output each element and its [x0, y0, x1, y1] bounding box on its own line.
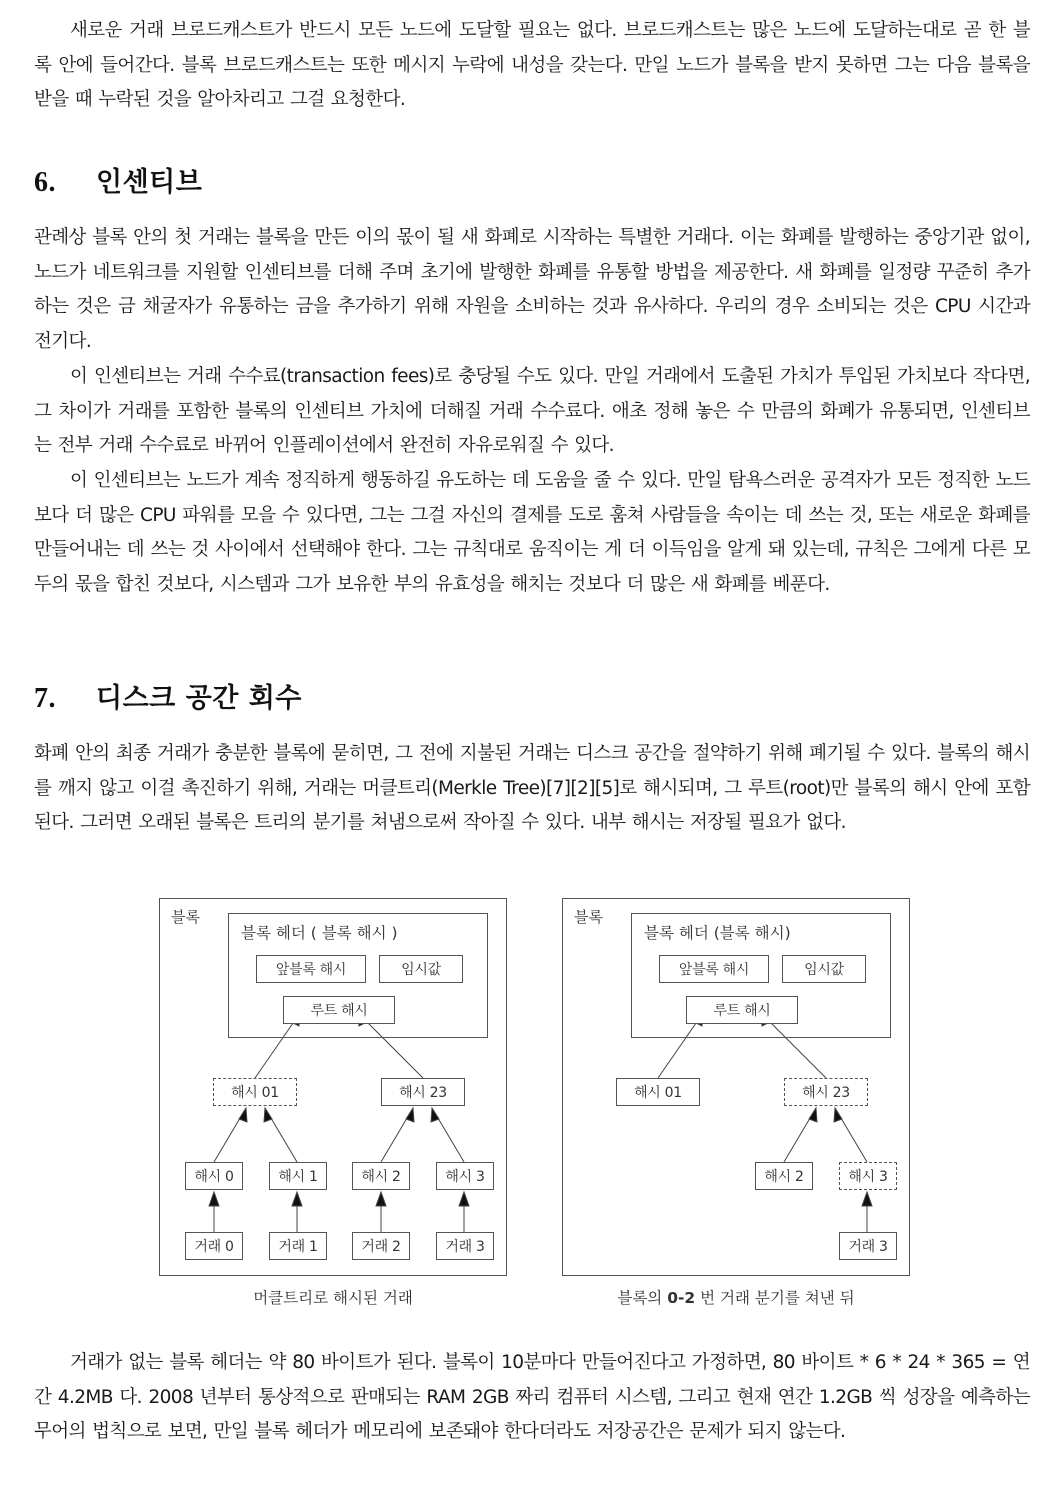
disk-space-paragraph-2: 거래가 없는 블록 헤더는 약 80 바이트가 된다. 블록이 10분마다 만들어진다고 가정하면, 80 바이트 * 6 * 24 * 365 = 연간 4.2MB 다. 2008 년부터 통상적으로 판매되는 RAM 2GB 짜리 컴퓨터 시스템, 그리고 현재 연간 1.2GB 씩 성장을 예측하는 무어의 법칙으로 보면, 만일 블록 헤더가 메모리에 보존돼야 한다더라도 저장공간은 문제가 되지 않는다.	[34, 1352, 1030, 1443]
hash23-box: 해시 23	[381, 1078, 465, 1106]
hash01-box: 해시 01	[616, 1078, 700, 1106]
tx0-box: 거래 0	[185, 1232, 243, 1260]
caption-suffix: 번 거래 분기를 쳐낸 뒤	[695, 1289, 855, 1307]
root-hash-box: 루트 해시	[283, 996, 395, 1024]
tx1-box: 거래 1	[269, 1232, 327, 1260]
block-header-label: 블록 헤더 (블록 해시)	[644, 924, 791, 942]
prev-block-hash-box: 앞블록 해시	[256, 955, 366, 983]
tx2-box: 거래 2	[352, 1232, 410, 1260]
root-hash-box: 루트 해시	[686, 996, 798, 1024]
nonce-box: 임시값	[379, 955, 463, 983]
hash3-box: 해시 3	[436, 1162, 494, 1190]
section-heading-incentive	[34, 160, 202, 199]
right-figure-caption	[562, 1286, 910, 1308]
section-title: 디스크 공간 회수	[96, 683, 302, 714]
tx3-box: 거래 3	[436, 1232, 494, 1260]
incentive-paragraph-1: 관례상 블록 안의 첫 거래는 블록을 만든 이의 몫이 될 새 화폐로 시작하는 특별한 거래다. 이는 화폐를 발행하는 중앙기관 없이, 노드가 네트워크를 지원할 인센티브를 더해 주며 초기에 발행한 화폐를 유통할 방법을 제공한다. 새 화폐를 일정량 꾸준히 추가하는 것은 금 채굴자가 유통하는 금을 추가하기 위해 자원을 소비하는 것과 유사하다. 우리의 경우 소비되는 것은 CPU 시간과 전기다.	[34, 227, 1030, 352]
disk-space-paragraph-1: 화폐 안의 최종 거래가 충분한 블록에 묻히면, 그 전에 지불된 거래는 디스크 공간을 절약하기 위해 폐기될 수 있다. 블록의 해시를 깨지 않고 이걸 촉진하기 위해, 거래는 머클트리(Merkle Tree)[7][2][5]로 해시되며, 그 루트(root)만 블록의 해시 안에 포함된다. 그러면 오래된 블록은 트리의 분기를 쳐냄으로써 작아질 수 있다. 내부 해시는 저장될 필요가 없다.	[34, 743, 1030, 834]
block-header-label: 블록 헤더 ( 블록 해시 )	[241, 924, 398, 942]
tx3-box: 거래 3	[839, 1232, 897, 1260]
hash1-box: 해시 1	[269, 1162, 327, 1190]
hash0-box: 해시 0	[185, 1162, 243, 1190]
prev-block-hash-box: 앞블록 해시	[659, 955, 769, 983]
incentive-paragraph-3: 이 인센티브는 노드가 계속 정직하게 행동하길 유도하는 데 도움을 줄 수 있다. 만일 탐욕스러운 공격자가 모든 정직한 노드보다 더 많은 CPU 파워를 모을 수 있다면, 그는 그걸 자신의 결제를 도로 훔쳐 사람들을 속이는 데 쓰는 것, 또는 새로운 화폐를 만들어내는 데 쓰는 것 사이에서 선택해야 한다. 그는 규칙대로 움직이는 게 더 이득임을 알게 돼 있는데, 규칙은 그에게 다른 모두의 몫을 합친 것보다, 시스템과 그가 보유한 부의 유효성을 해치는 것보다 더 많은 새 화폐를 베푼다.	[34, 470, 1030, 595]
section-number: 7.	[34, 683, 56, 714]
intro-paragraph: 새로운 거래 브로드캐스트가 반드시 모든 노드에 도달할 필요는 없다. 브로드캐스트는 많은 노드에 도달하는대로 곧 한 블록 안에 들어간다. 블록 브로드캐스트는 또한 메시지 누락에 내성을 갖는다. 만일 노드가 블록을 받지 못하면 그는 다음 블록을 받을 때 누락된 것을 알아차리고 그걸 요청한다.	[34, 20, 1030, 111]
section-heading-disk-space	[34, 676, 302, 715]
hash2-box: 해시 2	[352, 1162, 410, 1190]
pruned-merkle-tree-diagram	[562, 898, 910, 1276]
caption-range: 0-2	[667, 1289, 696, 1307]
hash01-box: 해시 01	[213, 1078, 297, 1106]
hash2-box: 해시 2	[755, 1162, 813, 1190]
hash23-box: 해시 23	[784, 1078, 868, 1106]
block-label: 블록	[574, 908, 603, 926]
block-label: 블록	[171, 908, 200, 926]
hash3-box: 해시 3	[839, 1162, 897, 1190]
merkle-tree-diagram	[159, 898, 507, 1276]
caption-prefix: 블록의	[617, 1289, 668, 1307]
left-figure-caption: 머클트리로 해시된 거래	[253, 1289, 413, 1307]
nonce-box: 임시값	[782, 955, 866, 983]
incentive-paragraph-2: 이 인센티브는 거래 수수료(transaction fees)로 충당될 수도 있다. 만일 거래에서 도출된 가치가 투입된 가치보다 작다면, 그 차이가 거래를 포함한 블록의 인센티브 가치에 더해질 거래 수수료다. 애초 정해 놓은 수 만큼의 화폐가 유통되면, 인센티브는 전부 거래 수수료로 바뀌어 인플레이션에서 완전히 자유로워질 수 있다.	[34, 366, 1030, 457]
section-title: 인센티브	[96, 167, 203, 198]
section-number: 6.	[34, 167, 56, 198]
